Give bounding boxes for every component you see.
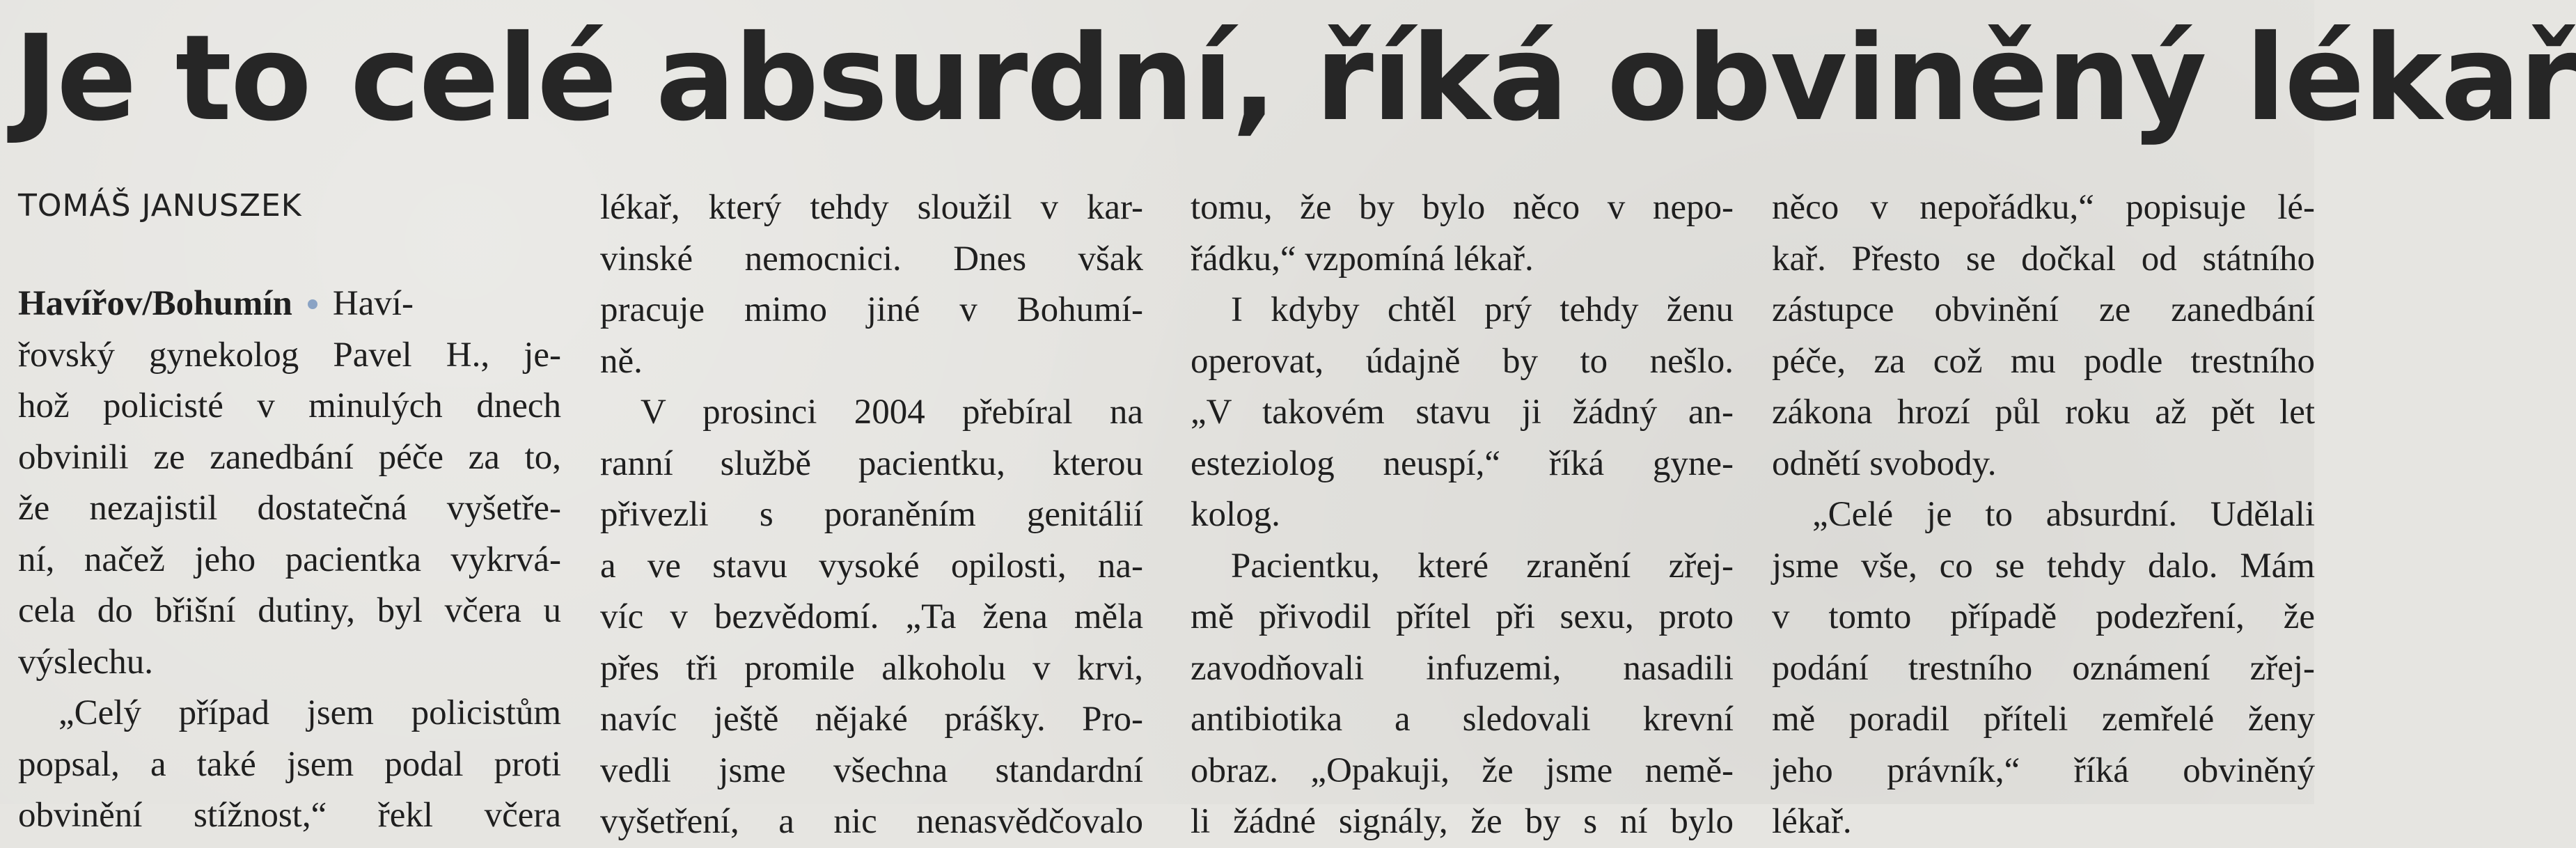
text-line: ní, načež jeho pacientka vykrvá- [18,540,561,579]
text-line: tomu, že by bylo něco v nepo- [1191,188,1734,227]
text-line: pracuje mimo jiné v Bohumí- [600,290,1143,329]
text-line: obraz. „Opakuji, že jsme nemě- [1191,751,1734,790]
headline: Je to celé absurdní, říká obviněný lékař [14,10,2576,148]
text-line: I kdyby chtěl prý tehdy ženu [1231,290,1734,329]
text-line: li žádné signály, že by s ní bylo [1191,802,1734,841]
text-line: obvinili ze zanedbání péče za to, [18,437,561,477]
text-line: popsal, a také jsem podal proti [18,744,561,784]
text-line: mě poradil příteli zemřelé ženy [1772,700,2315,739]
text-line [18,278,561,330]
text-line: ně. [600,341,643,381]
text-line: a ve stavu vysoké opilosti, na- [600,546,1143,586]
text-line: kař. Přesto se dočkal od státního [1772,239,2315,278]
text-line: cela do břišní dutiny, byl včera u [18,591,561,630]
text-line: vedli jsme všechna standardní [600,751,1143,790]
text-line: v tomto případě podezření, že [1772,597,2315,636]
text-line: výslechu. [18,642,154,682]
text-line: vinské nemocnici. Dnes však [600,239,1143,278]
text-line: vyšetření, a nic nenasvědčovalo [600,802,1143,841]
text-line: zástupce obvinění ze zanedbání [1772,290,2315,329]
text-line: antibiotika a sledovali krevní [1191,700,1734,739]
text-line: něco v nepořádku,“ popisuje lé- [1772,188,2315,227]
text-line: „Celý případ jsem policistům [58,693,561,732]
text-line: řádku,“ vzpomíná lékař. [1191,239,1534,278]
text-line: „Celé je to absurdní. Udělali [1812,495,2315,534]
text-line: odnětí svobody. [1772,443,1997,483]
text-line: přes tři promile alkoholu v krvi, [600,648,1143,688]
text-line: esteziolog neuspí,“ říká gyne- [1191,443,1734,483]
text-line: lékař, který tehdy sloužil v kar- [600,188,1143,227]
text-line: operovat, údajně by to nešlo. [1191,341,1734,381]
text-line: kolog. [1191,495,1280,534]
text-line: jsme vše, co se tehdy dalo. Mám [1772,546,2315,586]
text-line: že nezajistil dostatečná vyšetře- [18,489,561,528]
text-line: řovský gynekolog Pavel H., je- [18,335,561,375]
text-line: obvinění stížnost,“ řekl včera [18,796,561,835]
text-line: mě přivodil přítel při sexu, proto [1191,597,1734,636]
text-line: víc v bezvědomí. „Ta žena měla [600,597,1143,636]
text-line: „V takovém stavu ji žádný an- [1191,393,1734,432]
text-line: zavodňovali infuzemi, nasadili [1191,648,1734,688]
text-line-content: Haví- [332,284,414,323]
bullet-dot-icon [308,299,317,309]
text-line: jeho právník,“ říká obviněný [1772,751,2315,790]
text-line: zákona hrozí půl roku až pět let [1772,393,2315,432]
text-line: Pacientku, které zranění zřej- [1231,546,1734,586]
text-line: ranní službě pacientku, kterou [600,443,1143,483]
text-line: péče, za což mu podle trestního [1772,341,2315,381]
article-column-4 [1772,182,2315,848]
author-byline: TOMÁŠ JANUSZEK [18,188,302,223]
article-column-1 [18,278,561,842]
text-line: podání trestního oznámení zřej- [1772,648,2315,688]
article-column-2 [600,182,1143,848]
text-line: hož policisté v minulých dnech [18,386,561,425]
article-column-3 [1191,182,1734,848]
text-line: přivezli s poraněním genitálií [600,495,1143,534]
text-line: navíc ještě nějaké prášky. Pro- [600,700,1143,739]
text-line: lékař. [1772,802,1852,841]
text-line: V prosinci 2004 přebíral na [641,393,1143,432]
dateline: Havířov/Bohumín [18,284,292,323]
